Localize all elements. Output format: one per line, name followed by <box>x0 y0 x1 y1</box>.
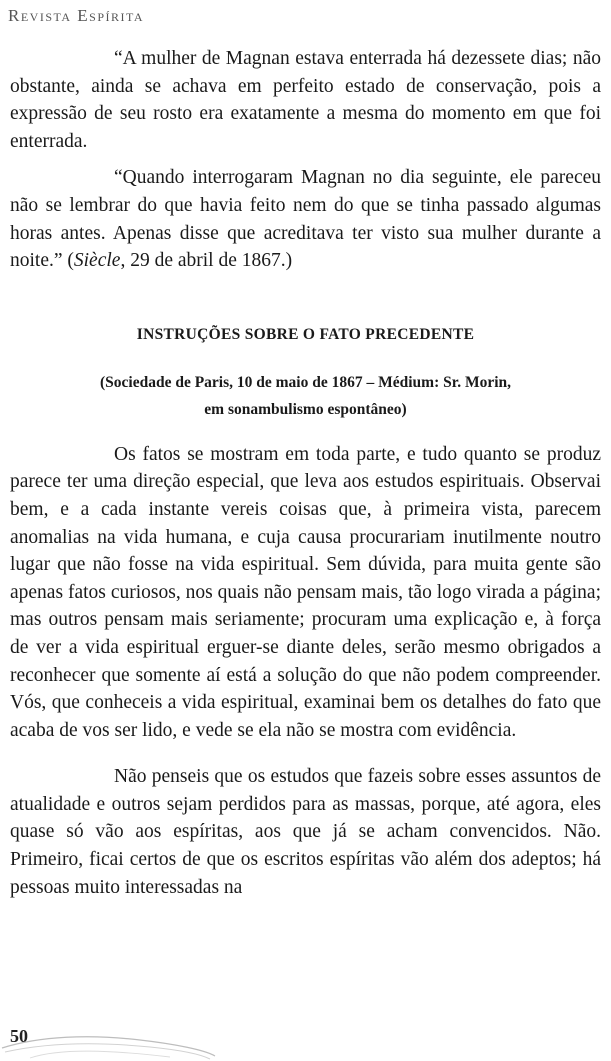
source-title: Siècle <box>73 250 121 272</box>
paragraph-3: Os fatos se mostram em toda parte, e tudo quanto se produz parece ter uma direção especial, que leva aos estudos espirituais. Observai bem, e a cada instante vereis coisas que, à primeira vista, parecem anomalias na vida humana, e cuja causa procurariam inutilmente noutro lugar que não fosse na vida espiritual. Sem dúvida, para muita gente são apenas fatos curiosos, nos quais não pensam mais, tão logo virada a página; mas outros pensam mais seriamente; procuram uma explicação e, à força de ver a vida espiritual erguer-se diante deles, serão mesmo obrigados a reconhecer que somente aí está a solução do que não podem compreender. Vós, que conheceis a vida espiritual, examinai bem os detalhes do fato que acaba de vos ser lido, e vede se ela não se mostra com evidência. <box>10 443 601 741</box>
paragraph-4: Não penseis que os estudos que fazeis sobre esses assuntos de atualidade e outros sejam perdidos para as massas, porque, até agora, eles quase só vão aos espíritas, aos que já se acham convencidos. Não. Primeiro, ficai certos de que os escritos espíritas vão além dos adeptos; há pessoas muito interessadas na <box>10 766 601 898</box>
page-number: 50 <box>10 1026 28 1046</box>
paragraph-1: “A mulher de Magnan estava enterrada há dezessete dias; não obstante, ainda se achava em perfeito estado de conservação, pois a expressão de seu rosto era exatamente a mesma do momento em que foi enterrada. <box>10 48 601 152</box>
swirl-ornament-icon <box>0 1030 220 1061</box>
section-title: INSTRUÇÕES SOBRE O FATO PRECEDENTE <box>136 325 475 343</box>
section-subtitle-line-1: (Sociedade de Paris, 10 de maio de 1867 – Médium: Sr. Morin, <box>99 373 511 391</box>
section-subtitle-line-2: em sonambulismo espontâneo) <box>204 400 407 418</box>
section-subtitle <box>10 369 601 423</box>
running-head: Revista Espírita <box>8 6 145 25</box>
source-date: , 29 de abril de 1867.) <box>120 250 293 272</box>
paragraph-2 <box>10 164 601 274</box>
page-body <box>10 45 601 901</box>
paragraph-2-text: “Quando interrogaram Magnan no dia seguinte, ele pareceu não se lembrar do que havia feito nem do que se tinha passado algumas horas antes. Apenas disse que acreditava ter visto sua mulher durante a noite.” ( <box>10 167 601 272</box>
